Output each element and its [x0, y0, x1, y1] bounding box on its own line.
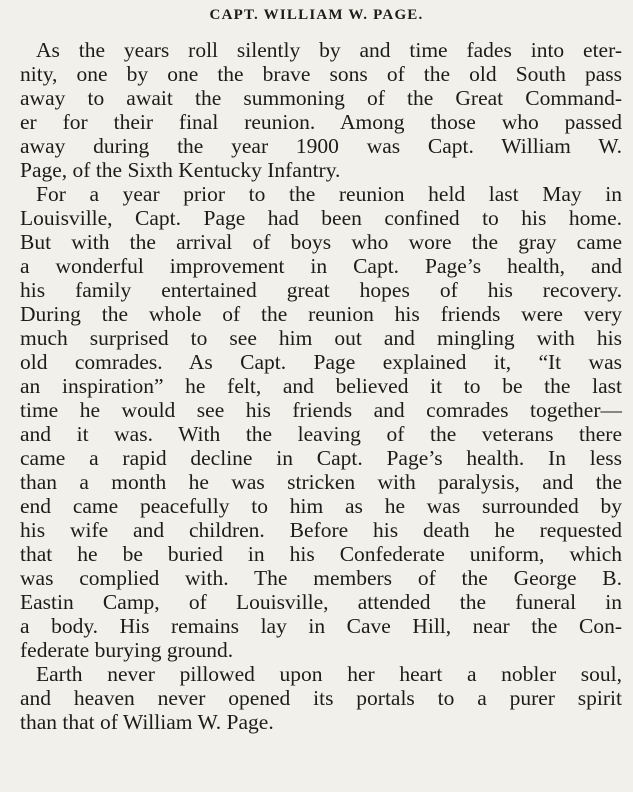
- text-line: Earth never pillowed upon her heart a nobler soul,: [36, 662, 622, 686]
- text-line: was complied with. The members of the George B.: [20, 566, 622, 590]
- text-line: than a month he was stricken with paralysis, and the: [20, 470, 622, 494]
- text-line: much surprised to see him out and mingling with his: [20, 326, 622, 350]
- text-line: and it was. With the leaving of the veterans there: [20, 422, 622, 446]
- text-line: Eastin Camp, of Louisville, attended the funeral in: [20, 590, 622, 614]
- text-line: his wife and children. Before his death he requested: [20, 518, 622, 542]
- text-line: his family entertained great hopes of his recovery.: [20, 278, 622, 302]
- text-line: end came peacefully to him as he was surrounded by: [20, 494, 622, 518]
- text-line: er for their final reunion. Among those who passed: [20, 110, 622, 134]
- text-line: During the whole of the reunion his friends were very: [20, 302, 622, 326]
- text-line: As the years roll silently by and time fades into eter-: [36, 38, 622, 62]
- text-line: that he be buried in his Confederate uniform, which: [20, 542, 622, 566]
- text-line: and heaven never opened its portals to a purer spirit: [20, 686, 622, 710]
- text-line: For a year prior to the reunion held last May in: [36, 182, 622, 206]
- text-line: time he would see his friends and comrades together—: [20, 398, 622, 422]
- text-line: away to await the summoning of the Great Command-: [20, 86, 622, 110]
- text-line: away during the year 1900 was Capt. William W.: [20, 134, 622, 158]
- text-line: Page, of the Sixth Kentucky Infantry.: [20, 158, 341, 182]
- text-line: than that of William W. Page.: [20, 710, 274, 734]
- text-line: came a rapid decline in Capt. Page’s health. In less: [20, 446, 622, 470]
- text-line: a wonderful improvement in Capt. Page’s health, and: [20, 254, 622, 278]
- page-title: CAPT. WILLIAM W. PAGE.: [209, 7, 424, 23]
- text-line: federate burying ground.: [20, 638, 234, 662]
- text-line: an inspiration” he felt, and believed it to be the last: [20, 374, 622, 398]
- text-line: Louisville, Capt. Page had been confined to his home.: [20, 206, 622, 230]
- text-line: But with the arrival of boys who wore the gray came: [20, 230, 622, 254]
- text-line: old comrades. As Capt. Page explained it, “It was: [20, 350, 622, 374]
- text-line: nity, one by one the brave sons of the old South pass: [20, 62, 622, 86]
- text-line: a body. His remains lay in Cave Hill, near the Con-: [20, 614, 622, 638]
